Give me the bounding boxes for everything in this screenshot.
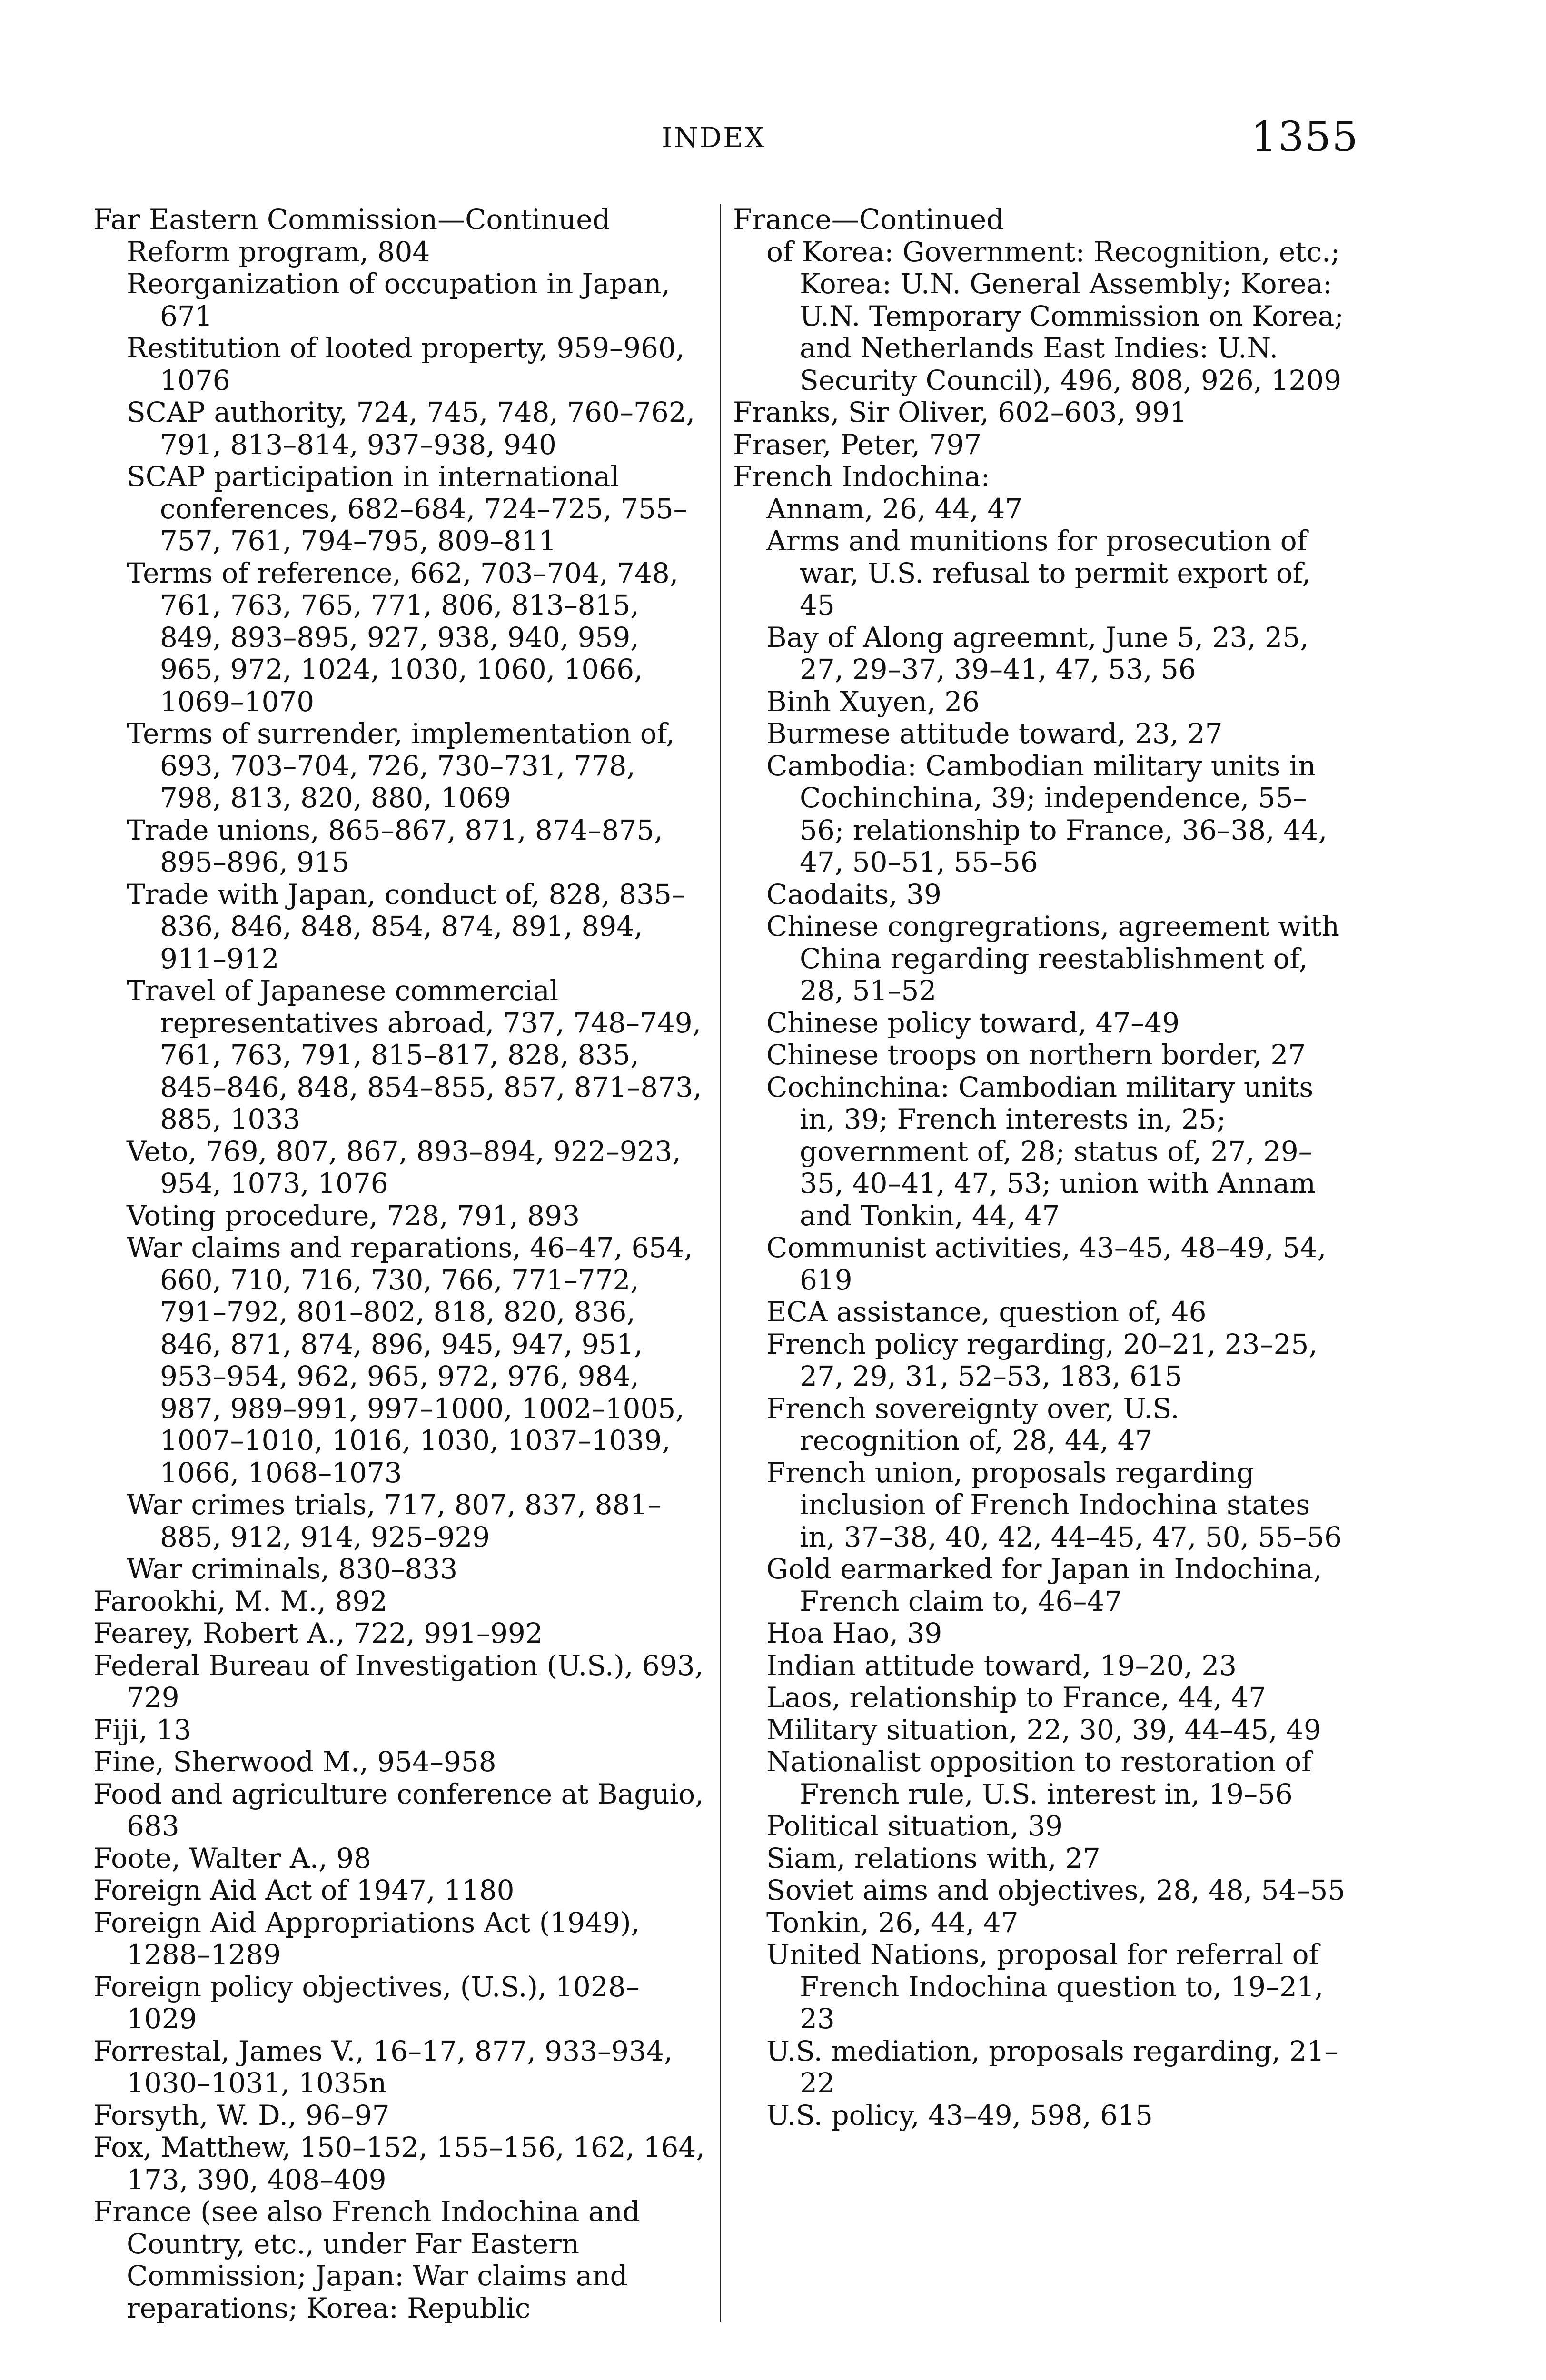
index-subentry: Restitution of looted property, 959–960, 1076 bbox=[127, 332, 685, 397]
index-subentry: Terms of reference, 662, 703–704, 748, 761, 763, 765, 771, 806, 813–815, 849, 893–895, 927, 938, 940, 959, 965, 972, 1024, 1030, 1060, 1066, 1069–1070 bbox=[127, 556, 679, 718]
index-entry: Foreign Aid Act of 1947, 1180 bbox=[93, 1874, 515, 1906]
index-entry: France—Continued bbox=[733, 203, 1004, 236]
index-subentry: Chinese congregrations, agreement with China regarding reestablishment of, 28, 51–52 bbox=[766, 910, 1339, 1007]
index-entry: Fiji, 13 bbox=[93, 1713, 192, 1746]
index-subentry: Chinese troops on northern border, 27 bbox=[766, 1039, 1306, 1071]
index-subentry: Military situation, 22, 30, 39, 44–45, 49 bbox=[766, 1713, 1321, 1746]
index-subentry: Communist activities, 43–45, 48–49, 54, 619 bbox=[766, 1231, 1327, 1296]
index-entry: Foreign policy objectives, (U.S.), 1028–1029 bbox=[93, 1970, 640, 2035]
index-subentry: Political situation, 39 bbox=[766, 1810, 1063, 1842]
index-entry: Food and agriculture conference at Baguio, 683 bbox=[93, 1777, 704, 1842]
index-subentry: U.S. mediation, proposals regarding, 21–22 bbox=[766, 2034, 1338, 2099]
index-subentry: War criminals, 830–833 bbox=[127, 1553, 458, 1585]
index-subentry: SCAP participation in international conferences, 682–684, 724–725, 755–757, 761, 794–795, 809–811 bbox=[127, 460, 687, 557]
index-entry: Federal Bureau of Investigation (U.S.), 693, 729 bbox=[93, 1649, 704, 1714]
index-entry: Forrestal, James V., 16–17, 877, 933–934, 1030–1031, 1035n bbox=[93, 2034, 673, 2099]
index-subentry: Gold earmarked for Japan in Indochina, French claim to, 46–47 bbox=[766, 1553, 1322, 1617]
page-number: 1355 bbox=[1251, 113, 1359, 161]
index-entry: Fox, Matthew, 150–152, 155–156, 162, 164, 173, 390, 408–409 bbox=[93, 2131, 705, 2196]
index-subentry: Burmese attitude toward, 23, 27 bbox=[766, 717, 1223, 750]
index-subentry: Laos, relationship to France, 44, 47 bbox=[766, 1681, 1266, 1714]
index-subentry: SCAP authority, 724, 745, 748, 760–762, 791, 813–814, 937–938, 940 bbox=[127, 396, 695, 461]
index-subentry: War crimes trials, 717, 807, 837, 881–885, 912, 914, 925–929 bbox=[127, 1488, 662, 1553]
index-subentry: Reorganization of occupation in Japan, 671 bbox=[127, 268, 670, 332]
index-subentry: Chinese policy toward, 47–49 bbox=[766, 1006, 1180, 1039]
index-subentry: Cochinchina: Cambodian military units in, 39; French interests in, 25; government of, 28; status of, 27, 29–35, 40–41, 47, 53; union with Annam and Tonkin, 44, 47 bbox=[766, 1071, 1316, 1232]
index-subentry: French union, proposals regarding inclusion of French Indochina states in, 37–38, 40, 42, 44–45, 47, 50, 55–56 bbox=[766, 1456, 1342, 1553]
index-subentry: Voting procedure, 728, 791, 893 bbox=[127, 1199, 580, 1232]
index-entry: Fearey, Robert A., 722, 991–992 bbox=[93, 1617, 543, 1649]
index-entry: Forsyth, W. D., 96–97 bbox=[93, 2099, 390, 2132]
index-subentry: Siam, relations with, 27 bbox=[766, 1842, 1100, 1874]
index-subentry: Arms and munitions for prosecution of war, U.S. refusal to permit export of, 45 bbox=[766, 525, 1311, 621]
index-entry: France (see also French Indochina and Country, etc., under Far Eastern Commission; Japan: War claims and reparations; Korea: Republic bbox=[93, 2195, 640, 2324]
index-subentry: War claims and reparations, 46–47, 654, 660, 710, 716, 730, 766, 771–772, 791–792, 801–802, 818, 820, 836, 846, 871, 874, 896, 945, 947, 951, 953–954, 962, 965, 972, 976, 984, 987, 989–991, 997–1000, 1002–1005, 1007–1010, 1016, 1030, 1037–1039, 1066, 1068–1073 bbox=[127, 1231, 693, 1489]
index-subentry: United Nations, proposal for referral of French Indochina question to, 19–21, 23 bbox=[766, 1938, 1324, 2035]
index-subentry: Binh Xuyen, 26 bbox=[766, 685, 980, 718]
index-entry: Foote, Walter A., 98 bbox=[93, 1842, 371, 1874]
index-subentry: Soviet aims and objectives, 28, 48, 54–55 bbox=[766, 1874, 1346, 1906]
index-subentry: French sovereignty over, U.S. recognition of, 28, 44, 47 bbox=[766, 1392, 1179, 1457]
index-subentry: Trade unions, 865–867, 871, 874–875, 895–896, 915 bbox=[127, 813, 663, 878]
index-subentry: Hoa Hao, 39 bbox=[766, 1617, 942, 1649]
index-subentry: Tonkin, 26, 44, 47 bbox=[766, 1906, 1019, 1939]
index-subentry: U.S. policy, 43–49, 598, 615 bbox=[766, 2099, 1153, 2132]
left-column bbox=[93, 204, 705, 2324]
index-subentry: Indian attitude toward, 19–20, 23 bbox=[766, 1649, 1237, 1682]
index-subentry: Cambodia: Cambodian military units in Cochinchina, 39; independence, 55–56; relationship to France, 36–38, 44, 47, 50–51, 55–56 bbox=[766, 749, 1328, 878]
column-divider bbox=[720, 204, 721, 2322]
index-subentry: Nationalist opposition to restoration of French rule, U.S. interest in, 19–56 bbox=[766, 1745, 1312, 1810]
index-subentry: Bay of Along agreemnt, June 5, 23, 25, 27, 29–37, 39–41, 47, 53, 56 bbox=[766, 621, 1309, 685]
index-subentry: Caodaits, 39 bbox=[766, 878, 941, 911]
index-subentry: of Korea: Government: Recognition, etc.; Korea: U.N. General Assembly; Korea: U.N. Temporary Commission on Korea; and Netherlands East Indies: U.N. Security Council), 496, 808, 926, 1209 bbox=[766, 235, 1344, 397]
index-subentry: Travel of Japanese commercial representatives abroad, 737, 748–749, 761, 763, 791, 815–817, 828, 835, 845–846, 848, 854–855, 857, 871–873, 885, 1033 bbox=[127, 974, 702, 1135]
index-subentry: Terms of surrender, implementation of, 693, 703–704, 726, 730–731, 778, 798, 813, 820, 880, 1069 bbox=[127, 717, 675, 814]
index-subentry: Annam, 26, 44, 47 bbox=[766, 492, 1023, 525]
index-subentry: Trade with Japan, conduct of, 828, 835–836, 846, 848, 854, 874, 891, 894, 911–912 bbox=[127, 878, 685, 975]
right-column bbox=[733, 204, 1347, 2132]
index-entry: Foreign Aid Appropriations Act (1949), 1288–1289 bbox=[93, 1906, 640, 1971]
page-header-title: INDEX bbox=[662, 121, 766, 154]
index-entry: Far Eastern Commission—Continued bbox=[93, 203, 610, 236]
index-entry: Franks, Sir Oliver, 602–603, 991 bbox=[733, 396, 1188, 428]
index-entry: French Indochina: bbox=[733, 460, 991, 493]
index-subentry: Veto, 769, 807, 867, 893–894, 922–923, 954, 1073, 1076 bbox=[127, 1135, 681, 1200]
index-subentry: ECA assistance, question of, 46 bbox=[766, 1296, 1207, 1328]
index-entry: Fine, Sherwood M., 954–958 bbox=[93, 1745, 496, 1778]
index-subentry: French policy regarding, 20–21, 23–25, 27, 29, 31, 52–53, 183, 615 bbox=[766, 1328, 1318, 1392]
index-entry: Farookhi, M. M., 892 bbox=[93, 1585, 388, 1617]
index-subentry: Reform program, 804 bbox=[127, 235, 430, 268]
index-entry: Fraser, Peter, 797 bbox=[733, 428, 982, 461]
